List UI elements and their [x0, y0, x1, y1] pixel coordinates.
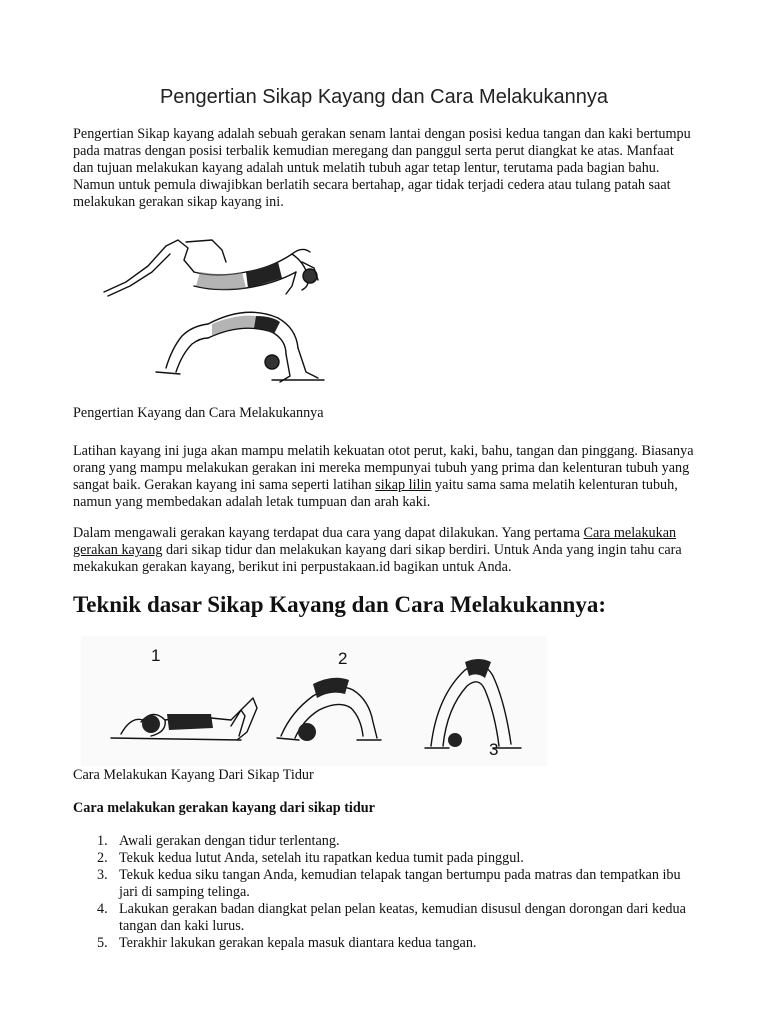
paragraph-3	[73, 525, 695, 576]
list-item	[73, 901, 695, 935]
paragraph-2	[73, 443, 695, 511]
sikap-lilin-link[interactable]: sikap lilin	[375, 477, 432, 493]
step-label-1: 1	[151, 646, 161, 665]
figure2-caption: Cara Melakukan Kayang Dari Sikap Tidur	[73, 767, 314, 783]
page-title: Pengertian Sikap Kayang dan Cara Melakukannya	[159, 86, 609, 108]
list-item	[73, 867, 695, 901]
step-label-3: 3	[489, 740, 499, 759]
paragraph-2-text-b: yaitu sama sama melatih kelenturan tubuh, namun yang membedakan adalah letak tumpuan dan arah kaki.	[73, 477, 678, 510]
paragraph-3-text-b: dari sikap tidur dan melakukan kayang dari sikap berdiri. Untuk Anda yang ingin tahu cara mekakukan gerakan kayang, berikut ini perpustakaan.id bagikan untuk Anda.	[73, 542, 682, 575]
step-text: Tekuk kedua siku tangan Anda, kemudian telapak tangan bertumpu pada matras dan tempatkan ibu jari di samping telinga.	[119, 867, 681, 900]
section-heading: Teknik dasar Sikap Kayang dan Cara Melakukannya:	[73, 592, 607, 617]
list-item	[73, 833, 695, 850]
step-text: Terakhir lakukan gerakan kepala masuk diantara kedua tangan.	[119, 935, 477, 951]
intro-paragraph: Pengertian Sikap kayang adalah sebuah gerakan senam lantai dengan posisi kedua tangan dan kaki bertumpu pada matras dengan posisi terbalik kemudian meregang dan panggul serta perut diangkat ke atas. Manfaat dan tujuan melakukan kayang adalah untuk melatih tubuh agar tetap lentur, terutama pada bagian bahu. Namun untuk pemula diwajibkan berlatih secara bertahap, agar tidak terjadi cedera atau tulang patah saat melakukan gerakan sikap kayang ini.	[73, 126, 691, 210]
figure1-caption: Pengertian Kayang dan Cara Melakukannya	[73, 405, 324, 421]
step-text: Tekuk kedua lutut Anda, setelah itu rapatkan kedua tumit pada pinggul.	[119, 850, 524, 866]
steps-heading: Cara melakukan gerakan kayang dari sikap tidur	[73, 800, 375, 816]
paragraph-2-text-a: Latihan kayang ini juga akan mampu melatih kekuatan otot perut, kaki, bahu, tangan dan pinggang. Biasanya orang yang mampu melakukan gerakan ini mereka mempunyai tubuh yang prima dan kelenturan tubuh yang sangat baik. Gerakan kayang ini sama seperti latihan	[73, 443, 694, 493]
kayang-steps-figure	[81, 636, 547, 766]
cara-kayang-link[interactable]: Cara melakukan gerakan kayang	[73, 525, 677, 558]
paragraph-3-text-a: Dalam mengawali gerakan kayang terdapat dua cara yang dapat dilakukan. Yang pertama	[73, 525, 584, 541]
step-number: 3.	[97, 867, 108, 883]
list-item	[73, 935, 695, 952]
step-number: 1.	[97, 833, 108, 849]
step-label-2: 2	[338, 649, 348, 668]
steps-list	[73, 833, 695, 952]
step-number: 5.	[97, 935, 108, 951]
step-number: 2.	[97, 850, 108, 866]
step-number: 4.	[97, 901, 108, 917]
kayang-illustration	[96, 232, 358, 400]
step-text: Awali gerakan dengan tidur terlentang.	[119, 833, 340, 849]
step-text: Lakukan gerakan badan diangkat pelan pelan keatas, kemudian disusul dengan dorongan dari kedua tangan dan kaki lurus.	[119, 901, 686, 934]
list-item	[73, 850, 695, 867]
